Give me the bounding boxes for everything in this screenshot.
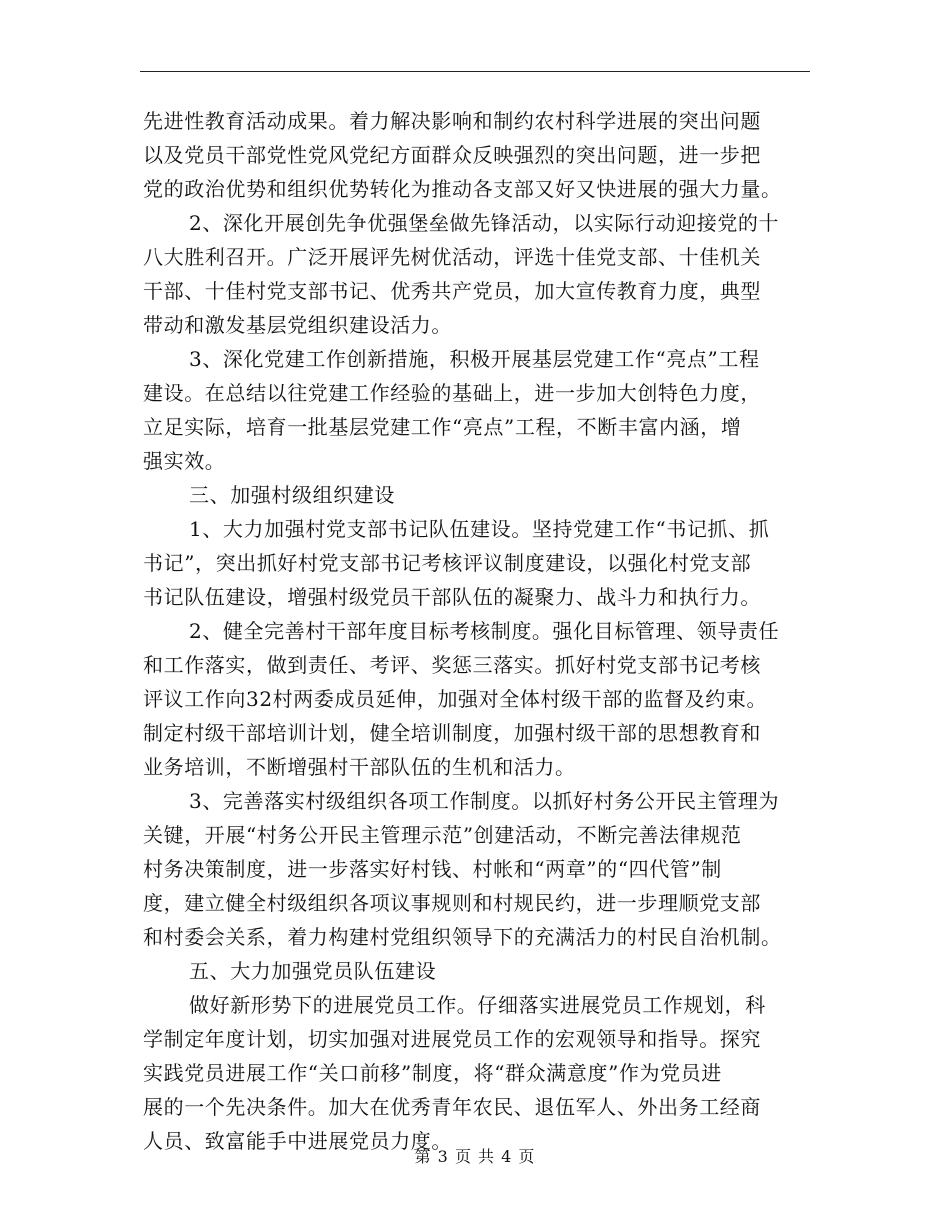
text-line: 评议工作向32村两委成员延伸，加强对全体村级干部的监督及约束。 [143,687,768,711]
text-line: 学制定年度计划，切实加强对进展党员工作的宏观领导和指导。探究 [143,1027,761,1051]
section-heading: 五、大力加强党员队伍建设 [189,959,437,983]
document-body [143,104,811,1158]
text-line: 和工作落实，做到责任、考评、奖惩三落实。抓好村党支部书记考核 [143,653,761,677]
text-line: 实践党员进展工作“关口前移”制度，将“群众满意度”作为党员进 [143,1061,722,1085]
text-line: 先进性教育活动成果。着力解决影响和制约农村科学进展的突出问题 [143,109,761,133]
text-line: 以及党员干部党性党风党纪方面群众反映强烈的突出问题，进一步把 [143,143,761,167]
paragraph-start: 3、完善落实村级组织各项工作制度。以抓好村务公开民主管理为 [189,789,780,813]
text-line: 干部、十佳村党支部书记、优秀共产党员，加大宣传教育力度，典型 [143,279,761,303]
text-line: 和村委会关系，着力构建村党组织领导下的充满活力的村民自治机制。 [143,925,782,949]
text-line: 八大胜利召开。广泛开展评先树优活动，评选十佳党支部、十佳机关 [143,245,761,269]
paragraph-start: 做好新形势下的进展党员工作。仔细落实进展党员工作规划，科 [189,993,766,1017]
text-line: 党的政治优势和组织优势转化为推动各支部又好又快进展的强大力量。 [143,177,782,201]
section-heading: 三、加强村级组织建设 [189,483,395,507]
paragraph-start: 3、深化党建工作创新措施，积极开展基层党建工作“亮点”工程 [189,347,760,371]
text-line: 书记”，突出抓好村党支部书记考核评议制度建设，以强化村党支部 [143,551,752,575]
text-line: 度，建立健全村级组织各项议事规则和村规民约，进一步理顺党支部 [143,891,761,915]
header-rule [140,71,810,72]
text-line: 建设。在总结以往党建工作经验的基础上，进一步加大创特色力度， [143,381,761,405]
text-line: 立足实际，培育一批基层党建工作“亮点”工程，不断丰富内涵，增 [143,415,742,439]
text-line: 强实效。 [143,449,226,473]
text-line: 书记队伍建设，增强村级党员干部队伍的凝聚力、战斗力和执行力。 [143,585,761,609]
text-line: 制定村级干部培训计划，健全培训制度，加强村级干部的思想教育和 [143,721,761,745]
text-line: 业务培训，不断增强村干部队伍的生机和活力。 [143,755,576,779]
text-line: 人员、致富能手中进展党员力度。 [143,1129,452,1153]
page-number-footer: 第 3 页 共 4 页 [414,1147,536,1166]
text-line: 带动和激发基层党组织建设活力。 [143,313,452,337]
text-line: 村务决策制度，进一步落实好村钱、村帐和“两章”的“四代管”制 [143,857,722,881]
text-line: 展的一个先决条件。加大在优秀青年农民、退伍军人、外出务工经商 [143,1095,761,1119]
paragraph-start: 2、深化开展创先争优强堡垒做先锋活动，以实际行动迎接党的十 [189,211,780,235]
paragraph-start: 1、大力加强村党支部书记队伍建设。坚持党建工作“书记抓、抓 [189,517,770,541]
paragraph-start: 2、健全完善村干部年度目标考核制度。强化目标管理、领导责任 [189,619,780,643]
text-line: 关键，开展“村务公开民主管理示范”创建活动，不断完善法律规范 [143,823,742,847]
